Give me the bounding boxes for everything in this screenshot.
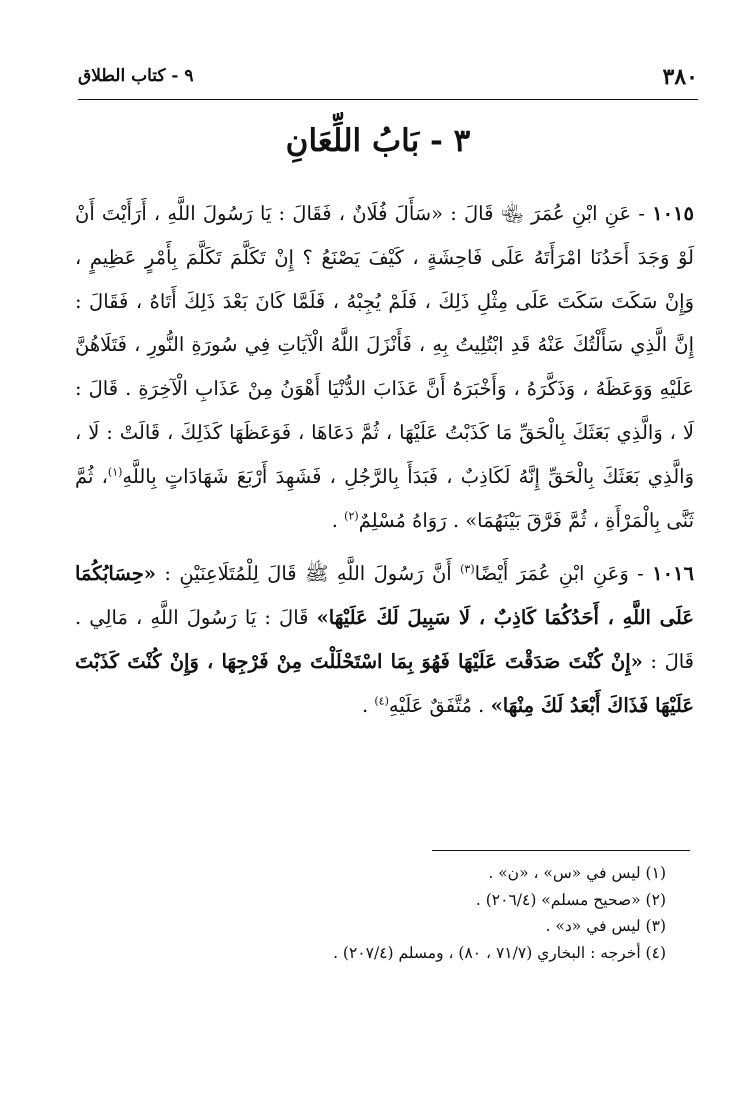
footnote-marker: (٢): [344, 509, 359, 523]
prophetic-quote: «إِنْ كُنْتَ صَدَقْتَ عَلَيْهَا فَهُوَ بِمَا اسْتَحْلَلْتَ مِنْ فَرْجِهَا ، وَإِنْ كُنْتَ كَذَبْتَ عَلَيْهَا فَذَاكَ أَبْعَدُ لَكَ مِنْهَا»: [75, 649, 694, 717]
footnote-marker: (٣): [460, 562, 475, 576]
hadith-text: ، ثُمَّ ثَنَّى بِالْمَرْأَةِ ، ثُمَّ فَرَّقَ بَيْنَهُمَا» . رَوَاهُ مُسْلِمٌ: [75, 464, 694, 532]
chapter-title: ٣ - بَابُ اللِّعَانِ: [285, 123, 471, 159]
body-text: [75, 192, 694, 728]
header-rule: [78, 99, 698, 100]
hadith-1016: [75, 552, 694, 727]
hadith-text: .: [361, 693, 375, 717]
page-header: [78, 60, 698, 100]
hadith-number: ١٠١٦: [652, 562, 695, 586]
hadith-text: .: [331, 508, 345, 532]
hadith-1015: [75, 192, 694, 542]
footnote-marker: (١): [107, 465, 123, 479]
hadith-text: - وَعَنِ ابْنِ عُمَرَ أَيْضًا: [474, 562, 653, 586]
prophetic-quote: «حِسَابُكُمَا عَلَى اللَّهِ ، أَحَدُكُمَا كَاذِبٌ ، لَا سَبِيلَ لَكَ عَلَيْهَا»: [75, 562, 694, 630]
hadith-text: أَنَّ رَسُولَ اللَّهِ ﷺ قَالَ لِلْمُتَلَاعِنَيْنِ :: [156, 562, 461, 586]
footnote-item: (٣) ليس في «د» .: [545, 917, 666, 936]
footnote-item: (١) ليس في «س» ، «ن» .: [488, 864, 666, 882]
footnote-item: (٢) «صحيح مسلم» (٢٠٦/٤) .: [475, 890, 666, 909]
hadith-text: - عَنِ ابْنِ عُمَرَ ﵄ قَالَ : «سَأَلَ فُلَانٌ ، فَقَالَ : يَا رَسُولَ اللَّهِ ، أَرَأَيْتَ أَنْ لَوْ وَجَدَ أَحَدُنَا امْرَأَتَهُ عَلَى فَاحِشَةٍ ، كَيْفَ يَصْنَعُ ؟ إِنْ تَكَلَّمَ تَكَلَّمَ بِأَمْرٍ عَظِيمٍ ، وَإِنْ سَكَتَ سَكَتَ عَلَى مِثْلِ ذَلِكَ ، فَلَمْ يُجِبْهُ ، فَلَمَّا كَانَ بَعْدَ ذَلِكَ أَتَاهُ ، فَقَالَ : إِنَّ الَّذِي سَأَلْتُكَ عَنْهُ قَدِ ابْتُلِيتُ بِهِ ، فَأَنْزَلَ اللَّهُ الْآيَاتِ فِي سُورَةِ النُّورِ ، فَتَلَاهُنَّ عَلَيْهِ وَوَعَظَهُ ، وَذَكَّرَهُ ، وَأَخْبَرَهُ أَنَّ عَذَابَ الدُّنْيَا أَهْوَنُ مِنْ عَذَابِ الْآخِرَةِ . قَالَ : لَا ، وَالَّذِي بَعَثَكَ بِالْحَقِّ مَا كَذَبْتُ عَلَيْهَا ، ثُمَّ دَعَاهَا ، فَوَعَظَهَا كَذَلِكَ ، قَالَتْ : لَا ، وَالَّذِي بَعَثَكَ بِالْحَقِّ إِنَّهُ لَكَاذِبٌ ، فَبَدَأَ بِالرَّجُلِ ، فَشَهِدَ أَرْبَعَ شَهَادَاتٍ بِاللَّهِ: [75, 202, 695, 488]
hadith-number: ١٠١٥: [652, 202, 694, 225]
footnote-rule: [432, 850, 690, 851]
footnote-marker: (٤): [374, 694, 389, 708]
hadith-text: . مُتَّفَقٌ عَلَيْهِ: [388, 693, 491, 717]
footnote-item: (٤) أخرجه : البخاري (٧١/٧ ، ٨٠) ، ومسلم (٢٠٧/٤) .: [333, 943, 666, 962]
hadith-text: قَالَ : يَا رَسُولَ اللَّهِ ، مَالِي . قَالَ :: [75, 606, 694, 673]
running-title: ٩ - كتاب الطلاق: [78, 66, 194, 86]
footnotes: [75, 860, 666, 966]
page-number: ٣٨٠: [662, 64, 698, 90]
